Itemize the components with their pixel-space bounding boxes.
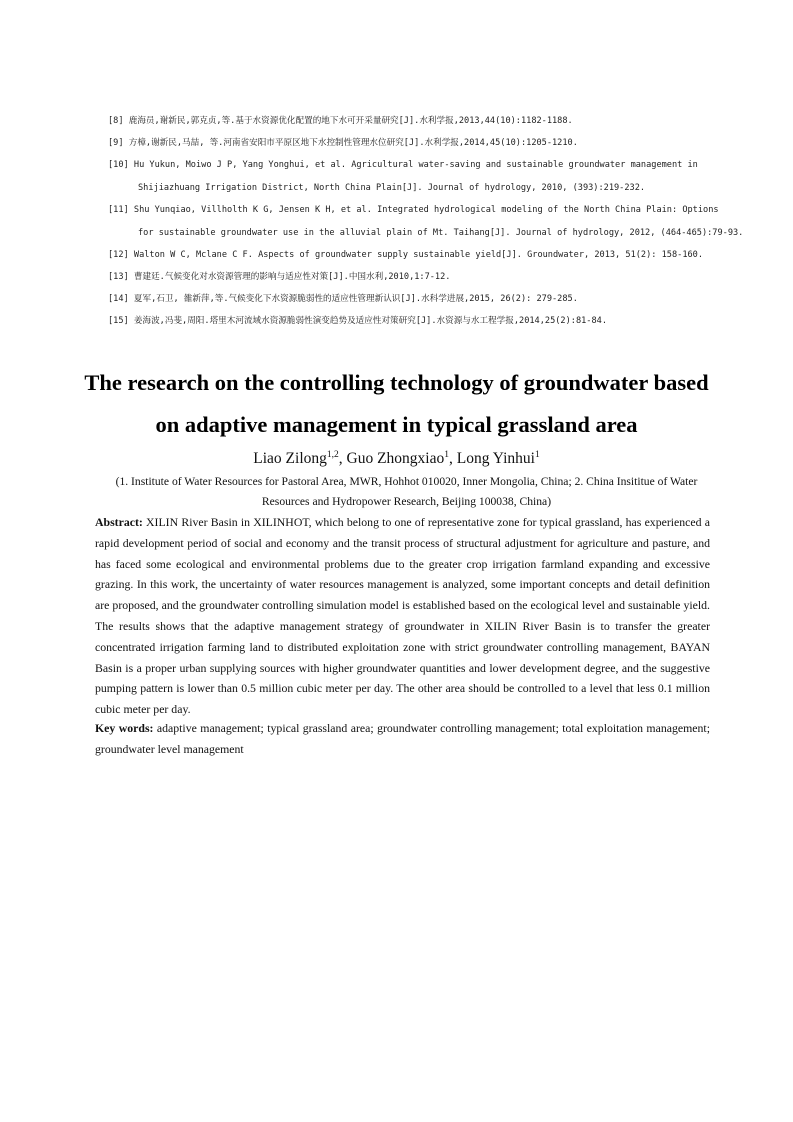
affiliation-line: Resources and Hydropower Research, Beijing 100038, China)	[261, 495, 552, 508]
reference-item	[108, 205, 744, 239]
author-affiliation-mark: 1,2	[326, 450, 339, 460]
author-name: Guo Zhongxiao	[346, 450, 445, 468]
reference-line: for sustainable groundwater use in the alluvial plain of Mt. Taihang[J]. Journal of hydrology, 2012, (464-465):79-93.	[138, 228, 744, 238]
reference-number: [15]	[108, 316, 129, 326]
reference-line	[108, 294, 708, 305]
reference-line	[108, 138, 708, 149]
author-list	[60, 450, 733, 468]
reference-item	[108, 116, 708, 127]
reference-line	[108, 160, 708, 171]
abstract-text: XILIN River Basin in XILINHOT, which belong to one of representative zone for typical grassland, has experienced a rapid development period of social and economy and the transit process of structural adjustment for agriculture and pasture, and has faced some ecological and environmental problems due to the greater crop irrigation farmland expanding and excessive grazing. In this work, the uncertainty of water resources management is analyzed, some important concepts and detail definition are proposed, and the groundwater controlling simulation model is established based on the ecological level and sustainable yield. The results shows that the adaptive management strategy of groundwater in XILIN River Basin is to transfer the greater concentrated irrigation farming land to distributed exploitation zone with strict groundwater controlling management, BAYAN Basin is a proper urban supplying sources with higher groundwater quantities and lower development degree, and the suggestive pumping pattern is lower than 0.5 million cubic meter per day. The other area should be controlled to a level that less 0.1 million cubic meter per day.	[95, 515, 710, 717]
paper-title-line-2: on adaptive management in typical grassland area	[155, 412, 638, 437]
affiliations	[95, 472, 718, 512]
reference-number: [13]	[108, 272, 129, 282]
author-affiliation-mark: 1	[534, 450, 540, 460]
reference-number: [14]	[108, 294, 129, 304]
reference-number: [10]	[108, 160, 129, 170]
author-affiliation-mark: 1	[444, 450, 449, 460]
reference-number: [12]	[108, 250, 129, 260]
reference-item	[108, 316, 708, 327]
keywords-text: adaptive management; typical grassland area; groundwater controlling management; total exploitation management; groundwater level management	[95, 721, 710, 756]
reference-item	[108, 294, 708, 305]
reference-text: 姜海波,冯斐,周阳.塔里木河流域水资源脆弱性演变趋势及适应性对策研究[J].水资源与水工程学报,2014,25(2):81-84.	[133, 316, 607, 326]
reference-text: Walton W C, Mclane C F. Aspects of groundwater supply sustainable yield[J]. Groundwater, 2013, 51(2): 158-160.	[133, 250, 704, 260]
reference-number: [11]	[108, 205, 129, 215]
reference-text: Shu Yunqiao, Villholth K G, Jensen K H, et al. Integrated hydrological modeling of the North China Plain: Options	[133, 205, 719, 215]
keywords-label: Key words:	[95, 721, 154, 735]
reference-text: 鹿海员,谢新民,郭克贞,等.基于水资源优化配置的地下水可开采量研究[J].水利学报,2013,44(10):1182-1188.	[128, 116, 573, 126]
reference-item	[108, 138, 708, 149]
reference-line	[108, 205, 719, 216]
reference-text: 夏军,石卫, 雒新萍,等.气候变化下水资源脆弱性的适应性管理新认识[J].水科学进展,2015, 26(2): 279-285.	[133, 294, 578, 304]
author-name: Liao Zilong	[253, 450, 327, 468]
paper-title-line-1: The research on the controlling technology of groundwater based	[84, 370, 709, 395]
reference-text: 方樟,谢新民,马喆, 等.河南省安阳市平原区地下水控制性管理水位研究[J].水利学报,2014,45(10):1205-1210.	[128, 138, 578, 148]
reference-item	[108, 160, 708, 194]
author-name: Long Yinhui	[456, 450, 535, 468]
reference-line	[108, 272, 708, 283]
author-separator: ,	[449, 450, 457, 468]
reference-item	[108, 250, 708, 261]
reference-line	[108, 316, 708, 327]
reference-number: [8]	[108, 116, 124, 126]
reference-line: Shijiazhuang Irrigation District, North China Plain[J]. Journal of hydrology, 2010, (393):219-232.	[138, 183, 646, 193]
abstract	[95, 512, 710, 720]
keywords	[95, 718, 710, 760]
affiliation-line: (1. Institute of Water Resources for Pastoral Area, MWR, Hohhot 010020, Inner Mongolia, China; 2. China Insititue of Water	[115, 475, 698, 488]
abstract-label: Abstract:	[95, 515, 143, 529]
reference-text: 曹建廷.气候变化对水资源管理的影响与适应性对策[J].中国水利,2010,1:7-12.	[133, 272, 451, 282]
reference-number: [9]	[108, 138, 124, 148]
reference-item	[108, 272, 708, 283]
reference-line	[108, 116, 708, 127]
reference-text: Hu Yukun, Moiwo J P, Yang Yonghui, et al. Agricultural water-saving and sustainable groundwater management in	[133, 160, 698, 170]
reference-line	[108, 250, 708, 261]
author-separator: ,	[338, 450, 347, 468]
reference-list	[108, 116, 744, 338]
